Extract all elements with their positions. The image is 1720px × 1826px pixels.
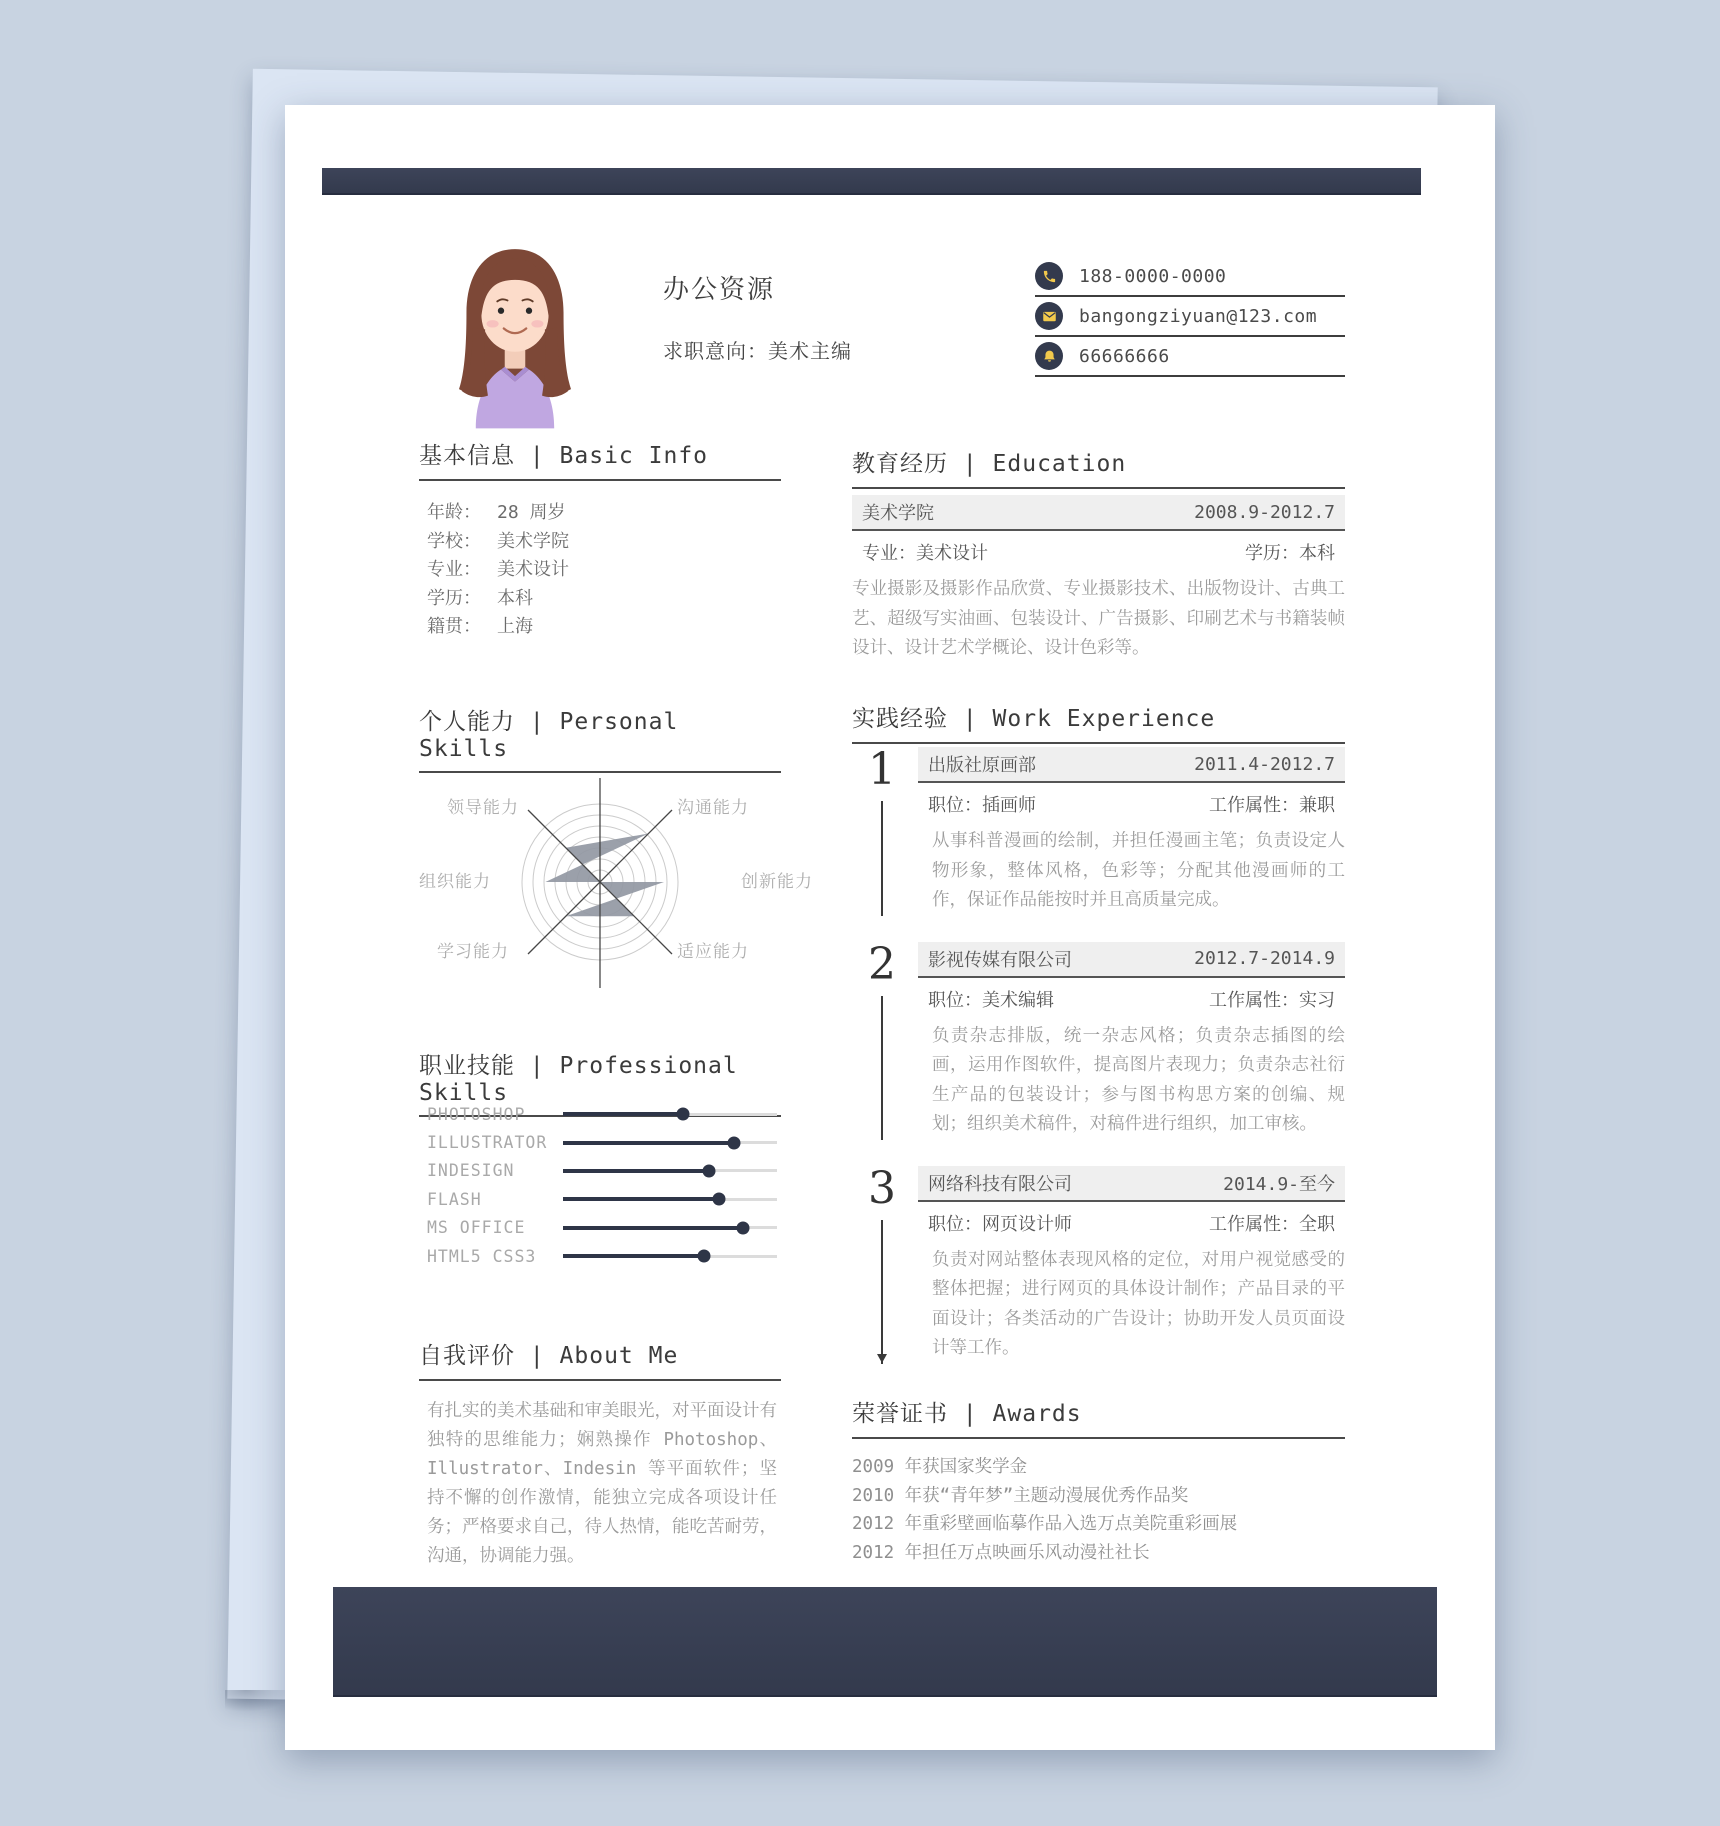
job-timeline [860,1162,904,1364]
info-value: 上海 [497,616,533,638]
job-meta-row [918,1202,1345,1236]
job-meta-row [918,783,1345,817]
job-meta-row [918,978,1345,1012]
skill-slider-row [427,1128,777,1156]
skill-label: MS OFFICE [427,1218,526,1238]
skill-slider-track [563,1169,777,1172]
skill-label: INDESIGN [427,1161,515,1181]
bottom-accent-bar [333,1587,1437,1697]
job-type: 工作属性：兼职 [1209,795,1335,816]
section-work-experience: 实践经验 | Work Experience [852,700,1345,744]
skill-slider-fill [563,1141,734,1145]
school-name: 美术学院 [862,503,934,524]
job-timeline [860,938,904,1140]
top-accent-bar [322,168,1421,195]
info-label: 年龄： [427,502,481,524]
education-degree: 学历：本科 [1245,543,1335,564]
timeline-line [881,801,883,915]
job-timeline [860,744,904,916]
resume-page [285,105,1495,1750]
job-position: 职位：插画师 [928,795,1036,816]
info-value: 美术设计 [497,559,569,581]
education-description: 专业摄影及摄影作品欣赏、专业摄影技术、出版物设计、古典工艺、超级写实油画、包装设计、广告摄影、印刷艺术与书籍装帧设计、设计艺术学概论、设计色彩等。 [852,579,1345,658]
job-period: 2012.7-2014.9 [1194,948,1335,969]
about-text: 有扎实的美术基础和审美眼光，对平面设计有独特的思维能力；娴熟操作 Photoshop、Illustrator、Indesin 等平面软件；坚持不懈的创作激情，能独立完成各项设计任务；严格要求自己，待人热情，能吃苦耐劳，沟通，协调能力强。 [427,1401,777,1566]
section-personal-skills: 个人能力 | Personal Skills [419,703,781,773]
qq-number: 66666666 [1079,345,1170,367]
bell-icon [1035,342,1063,370]
job-type: 工作属性：全职 [1209,1213,1335,1235]
skill-slider-fill [563,1112,683,1116]
skill-slider-row [427,1100,777,1128]
skill-slider-track [563,1255,777,1258]
skill-label: FLASH [427,1189,482,1209]
skill-label: HTML5 CSS3 [427,1246,537,1266]
job-body [918,942,1345,1140]
education-major: 专业：美术设计 [862,543,988,564]
info-value: 28 周岁 [497,502,566,524]
info-value: 美术学院 [497,530,569,552]
award-item: 2009 年获国家奖学金 [852,1457,1028,1477]
skill-slider-knob [702,1164,715,1177]
timeline-line [881,1220,883,1364]
skill-slider-knob [676,1108,689,1121]
job-entry [852,938,1345,1140]
award-item: 2012 年担任万点映画乐风动漫社社长 [852,1542,1150,1563]
section-basic-info: 基本信息 | Basic Info [419,437,781,481]
job-body [918,747,1345,916]
job-position: 职位：美术编辑 [928,989,1054,1011]
radar-label-leadership: 领导能力 [447,798,519,818]
job-org: 网络科技有限公司 [928,1173,1072,1195]
education-period: 2008.9-2012.7 [1194,501,1335,523]
job-period: 2014.9-至今 [1223,1173,1335,1195]
job-body [918,1166,1345,1364]
section-education: 教育经历 | Education [852,445,1345,489]
info-label: 专业： [427,559,481,581]
job-type: 工作属性：实习 [1209,989,1335,1011]
job-org: 出版社原画部 [928,755,1036,776]
job-org-row [918,747,1345,783]
skill-slider-fill [563,1226,743,1230]
job-entry [852,744,1345,916]
education-meta-row [852,531,1345,565]
avatar [445,240,585,430]
job-org: 影视传媒有限公司 [928,949,1072,971]
award-item: 2010 年获“青年梦”主题动漫展优秀作品奖 [852,1485,1189,1506]
education-school-row [852,495,1345,531]
skill-slider-knob [713,1193,726,1206]
job-number: 1 [868,744,896,795]
radar-label-innovation: 创新能力 [741,872,813,892]
basic-info-list [427,497,781,640]
job-entry [852,1162,1345,1364]
info-value: 本科 [497,587,533,609]
skill-slider-row [427,1185,777,1213]
skill-slider-fill [563,1169,709,1173]
job-description: 从事科普漫画的绘制，并担任漫画主笔；负责设定人物形象，整体风格，色彩等；分配其他漫画师的工作，保证作品能按时并且高质量完成。 [932,831,1345,910]
phone-number: 188-0000-0000 [1079,265,1227,287]
job-number: 2 [868,938,896,990]
phone-icon [1035,262,1063,290]
section-awards: 荣誉证书 | Awards [852,1395,1345,1439]
basic-info-row [427,526,781,555]
job-description: 负责杂志排版，统一杂志风格；负责杂志插图的绘画，运用作图软件，提高图片表现力；负责杂志社衍生产品的包装设计；参与图书构思方案的创编、规划；组织美术稿件，对稿件进行组织，加工审核。 [932,1025,1345,1134]
skill-label: ILLUSTRATOR [427,1133,548,1153]
job-org-row [918,942,1345,978]
education-entry [852,495,1345,664]
skill-slider-fill [563,1197,719,1201]
email-address: bangongziyuan@123.com [1079,305,1318,327]
job-description: 负责对网站整体表现风格的定位，对用户视觉感受的整体把握；进行网页的具体设计制作；产品目录的平面设计；各类活动的广告设计；协助开发人员页面设计等工作。 [932,1249,1345,1358]
skill-sliders [427,1100,777,1270]
info-label: 学校： [427,530,481,552]
skill-slider-knob [698,1250,711,1263]
job-org-row [918,1166,1345,1202]
radar-label-adaptability: 适应能力 [677,942,749,962]
contact-row-qq [1035,337,1345,377]
job-position: 职位：网页设计师 [928,1213,1072,1235]
skill-slider-knob [736,1221,749,1234]
skill-slider-fill [563,1254,704,1258]
award-item: 2012 年重彩壁画临摹作品入选万点美院重彩画展 [852,1514,1238,1535]
info-label: 籍贯： [427,616,481,638]
section-professional-skills: 职业技能 | Professional Skills [419,1047,781,1117]
awards-list [852,1453,1345,1567]
mail-icon [1035,302,1063,330]
skill-slider-knob [728,1136,741,1149]
job-period: 2011.4-2012.7 [1194,753,1335,775]
radar-label-organization: 组织能力 [419,872,491,892]
timeline-line [881,996,883,1140]
skill-slider-track [563,1198,777,1201]
basic-info-row [427,497,781,526]
basic-info-row [427,611,781,640]
section-about-me: 自我评价 | About Me [419,1337,781,1381]
info-label: 学历： [427,587,481,609]
contact-row-phone [1035,257,1345,297]
skill-slider-row [427,1242,777,1270]
skill-slider-row [427,1214,777,1242]
skill-label: PHOTOSHOP [427,1104,526,1124]
contact-block [1035,257,1345,377]
job-list [852,744,1345,1390]
candidate-name: 办公资源 [663,275,776,305]
contact-row-email [1035,297,1345,337]
skill-slider-track [563,1113,777,1116]
skill-slider-track [563,1141,777,1144]
basic-info-row [427,583,781,612]
radar-label-communication: 沟通能力 [677,798,749,818]
radar-label-learning: 学习能力 [437,942,509,962]
radar-chart [419,755,829,1065]
skill-slider-track [563,1226,777,1229]
basic-info-row [427,554,781,583]
job-intent: 求职意向：美术主编 [663,339,852,363]
skill-slider-row [427,1157,777,1185]
job-number: 3 [868,1162,896,1214]
